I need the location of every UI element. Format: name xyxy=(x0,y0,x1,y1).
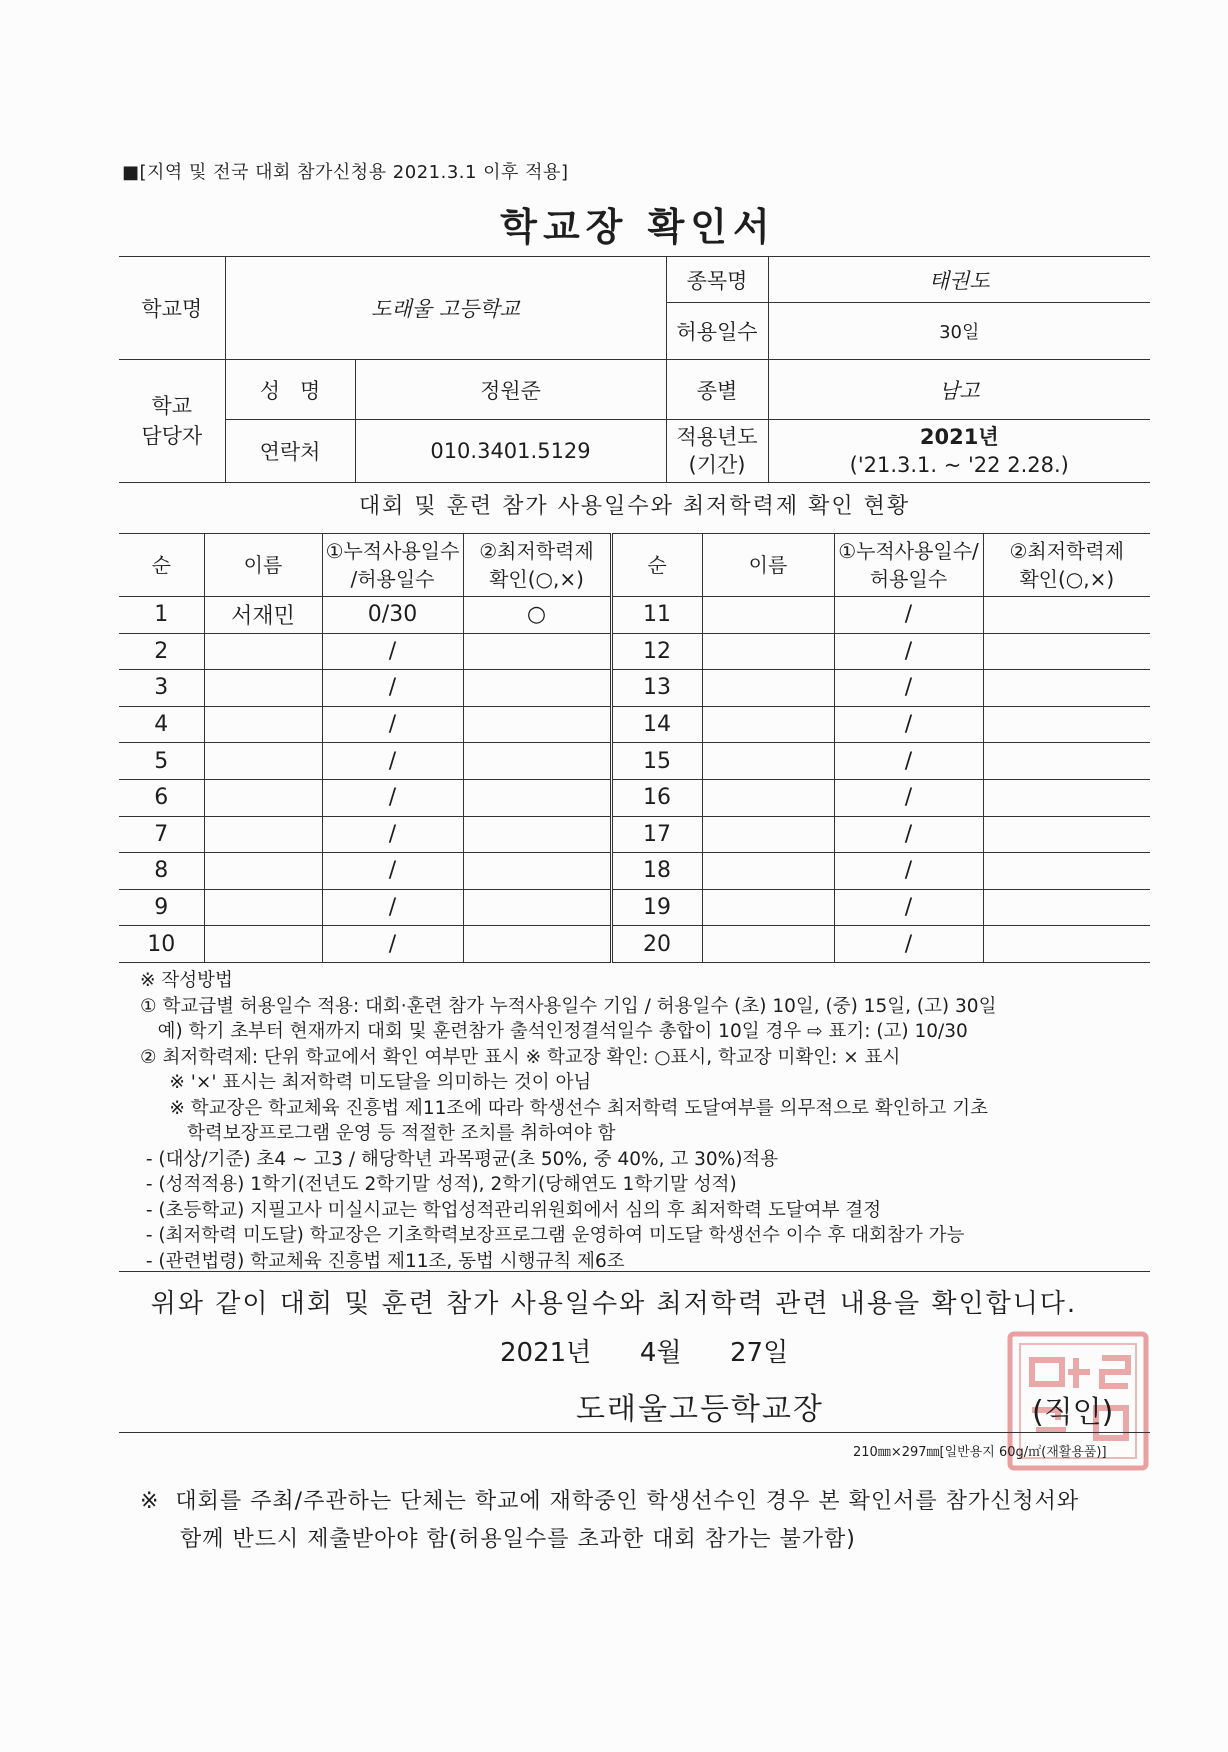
sport-value: 태권도 xyxy=(768,257,1150,303)
row-seq: 7 xyxy=(119,816,204,853)
row-seq: 18 xyxy=(611,853,702,890)
row-seq: 3 xyxy=(119,670,204,707)
row-seq: 10 xyxy=(119,926,204,963)
header-seq-left: 순 xyxy=(119,534,204,597)
row-name xyxy=(204,926,322,963)
issue-date: 2021년 4월 27일 xyxy=(500,1338,789,1368)
row-name xyxy=(702,853,834,890)
row-name xyxy=(204,743,322,780)
note-line: 학력보장프로그램 운영 등 적절한 조치를 취하여야 함 xyxy=(140,1123,616,1144)
row-days: / xyxy=(834,743,983,780)
category-value: 남고 xyxy=(768,360,1150,420)
row-seq: 8 xyxy=(119,853,204,890)
row-seq: 9 xyxy=(119,889,204,926)
row-name xyxy=(702,779,834,816)
row-days: / xyxy=(322,816,463,853)
year-label: 적용년도 (기간) xyxy=(666,420,768,483)
row-days: / xyxy=(322,670,463,707)
header-days-right: ①누적사용일수/ 허용일수 xyxy=(834,534,983,597)
row-seq: 20 xyxy=(611,926,702,963)
table-row xyxy=(119,633,1150,670)
table-row xyxy=(119,743,1150,780)
row-name xyxy=(204,889,322,926)
row-name xyxy=(204,816,322,853)
row-days: / xyxy=(834,706,983,743)
instructions-notes xyxy=(140,968,1150,1274)
row-name xyxy=(702,926,834,963)
row-name xyxy=(702,597,834,634)
note-line: ※ 학교장은 학교체육 진흥법 제11조에 따라 학생선수 최저학력 도달여부를 의무적으로 확인하고 기초 xyxy=(140,1097,988,1119)
header-name-left: 이름 xyxy=(204,534,322,597)
row-check xyxy=(983,597,1150,634)
signature-divider xyxy=(119,1432,1150,1433)
status-title: 대회 및 훈련 참가 사용일수와 최저학력제 확인 현황 xyxy=(358,494,911,519)
row-check xyxy=(463,633,611,670)
row-days: / xyxy=(834,889,983,926)
row-days: / xyxy=(834,926,983,963)
table-row xyxy=(119,779,1150,816)
row-seq: 15 xyxy=(611,743,702,780)
row-days: / xyxy=(834,779,983,816)
row-check xyxy=(983,670,1150,707)
row-seq: 11 xyxy=(611,597,702,634)
row-name xyxy=(204,853,322,890)
table-row xyxy=(119,706,1150,743)
row-name xyxy=(204,706,322,743)
year-cell xyxy=(768,420,1150,483)
note-line: - (최저학력 미도달) 학교장은 기초학력보장프로그램 운영하여 미도달 학생선수 이수 후 대회참가 가능 xyxy=(140,1225,965,1246)
row-check xyxy=(983,926,1150,963)
row-seq: 16 xyxy=(611,779,702,816)
row-seq: 13 xyxy=(611,670,702,707)
row-check xyxy=(463,670,611,707)
row-check: ○ xyxy=(463,597,611,634)
table-header-row xyxy=(119,534,1150,597)
table-row xyxy=(119,816,1150,853)
row-check xyxy=(983,633,1150,670)
period-value: ('21.3.1. ~ '22 2.28.) xyxy=(849,453,1069,477)
table-row xyxy=(119,853,1150,890)
table-row xyxy=(119,670,1150,707)
principal-title: 도래울고등학교장 xyxy=(576,1392,824,1427)
sport-label: 종목명 xyxy=(666,257,768,303)
school-info-table xyxy=(119,256,1150,483)
allowed-days-label: 허용일수 xyxy=(666,303,768,360)
row-check xyxy=(463,816,611,853)
row-check xyxy=(983,889,1150,926)
row-seq: 5 xyxy=(119,743,204,780)
school-name-label: 학교명 xyxy=(119,257,225,360)
form-header-note: ■[지역 및 전국 대회 참가신청용 2021.3.1 이후 적용] xyxy=(122,162,569,183)
contact-value: 010.3401.5129 xyxy=(355,420,666,483)
row-days: / xyxy=(322,853,463,890)
header-check-left: ②최저학력제 확인(○,×) xyxy=(463,534,611,597)
row-days: / xyxy=(834,633,983,670)
row-name xyxy=(204,670,322,707)
submission-footnote: ※ 대회를 주최/주관하는 단체는 학교에 재학중인 학생선수인 경우 본 확인서를 참가신청서와 함께 반드시 제출받아야 함(허용일수를 초과한 대회 참가는 불가함) xyxy=(140,1489,1080,1552)
row-name xyxy=(702,670,834,707)
row-days: / xyxy=(834,670,983,707)
row-seq: 14 xyxy=(611,706,702,743)
row-check xyxy=(983,816,1150,853)
paper-spec: 210㎜×297㎜[일반용지 60g/㎡(재활용품)] xyxy=(853,1445,1107,1460)
note-line: - (성적적용) 1학기(전년도 2학기말 성적), 2학기(당해연도 1학기말 성적) xyxy=(140,1174,737,1195)
header-days-left: ①누적사용일수 /허용일수 xyxy=(322,534,463,597)
row-check xyxy=(463,779,611,816)
row-check xyxy=(463,706,611,743)
table-row xyxy=(119,926,1150,963)
row-seq: 19 xyxy=(611,889,702,926)
row-name xyxy=(702,816,834,853)
row-seq: 1 xyxy=(119,597,204,634)
row-check xyxy=(463,926,611,963)
row-seq: 12 xyxy=(611,633,702,670)
note-line: ① 학교급별 허용일수 적용: 대회·훈련 참가 누적사용일수 기입 / 허용일수 (초) 10일, (중) 15일, (고) 30일 xyxy=(140,995,997,1017)
row-name xyxy=(702,706,834,743)
note-line: - (대상/기준) 초4 ~ 고3 / 해당학년 과목평균(초 50%, 중 40%, 고 30%)적용 xyxy=(140,1148,779,1170)
row-name xyxy=(702,743,834,780)
row-days: / xyxy=(322,926,463,963)
row-days: / xyxy=(834,853,983,890)
school-name-value: 도래울 고등학교 xyxy=(225,257,666,360)
note-line: ※ '×' 표시는 최저학력 미도달을 의미하는 것이 아님 xyxy=(140,1072,592,1093)
row-days: / xyxy=(834,816,983,853)
document-title: 학교장 확인서 xyxy=(500,205,776,249)
allowed-days-value: 30일 xyxy=(768,303,1150,360)
row-days: / xyxy=(322,779,463,816)
row-check xyxy=(983,706,1150,743)
note-line: - (초등학교) 지필고사 미실시교는 학업성적관리위원회에서 심의 후 최저학력 도달여부 결정 xyxy=(140,1199,882,1221)
row-days: / xyxy=(322,889,463,926)
category-label: 종별 xyxy=(666,360,768,420)
header-name-right: 이름 xyxy=(702,534,834,597)
row-seq: 4 xyxy=(119,706,204,743)
note-line: - (관련법령) 학교체육 진흥법 제11조, 동법 시행규칙 제6조 xyxy=(140,1250,625,1272)
note-line: 예) 학기 초부터 현재까지 대회 및 훈련참가 출석인정결석일수 총합이 10일 경우 ⇨ 표기: (고) 10/30 xyxy=(140,1021,968,1042)
row-name xyxy=(702,633,834,670)
year-value: 2021년 xyxy=(919,425,999,449)
manager-name-value: 정원준 xyxy=(355,360,666,420)
row-name: 서재민 xyxy=(204,597,322,634)
row-days: 0/30 xyxy=(322,597,463,634)
header-seq-right: 순 xyxy=(611,534,702,597)
row-seq: 6 xyxy=(119,779,204,816)
note-line: ※ 작성방법 xyxy=(140,970,233,991)
row-check xyxy=(463,853,611,890)
table-row xyxy=(119,889,1150,926)
row-seq: 2 xyxy=(119,633,204,670)
row-days: / xyxy=(322,706,463,743)
table-row xyxy=(119,597,1150,634)
row-days: / xyxy=(322,633,463,670)
row-seq: 17 xyxy=(611,816,702,853)
row-check xyxy=(463,889,611,926)
row-name xyxy=(702,889,834,926)
usage-status-table xyxy=(119,533,1150,963)
row-days: / xyxy=(322,743,463,780)
header-check-right: ②최저학력제 확인(○,×) xyxy=(983,534,1150,597)
manager-name-label: 성 명 xyxy=(225,360,355,420)
confirmation-statement: 위와 같이 대회 및 훈련 참가 사용일수와 최저학력 관련 내용을 확인합니다. xyxy=(150,1289,1078,1319)
row-check xyxy=(983,743,1150,780)
row-check xyxy=(983,853,1150,890)
row-days: / xyxy=(834,597,983,634)
row-name xyxy=(204,633,322,670)
contact-label: 연락처 xyxy=(225,420,355,483)
row-name xyxy=(204,779,322,816)
official-seal-label: (직인) xyxy=(1032,1395,1114,1430)
note-line: ② 최저학력제: 단위 학교에서 확인 여부만 표시 ※ 학교장 확인: ○표시, 학교장 미확인: × 표시 xyxy=(140,1046,901,1068)
manager-label: 학교 담당자 xyxy=(119,360,225,483)
row-check xyxy=(463,743,611,780)
row-check xyxy=(983,779,1150,816)
